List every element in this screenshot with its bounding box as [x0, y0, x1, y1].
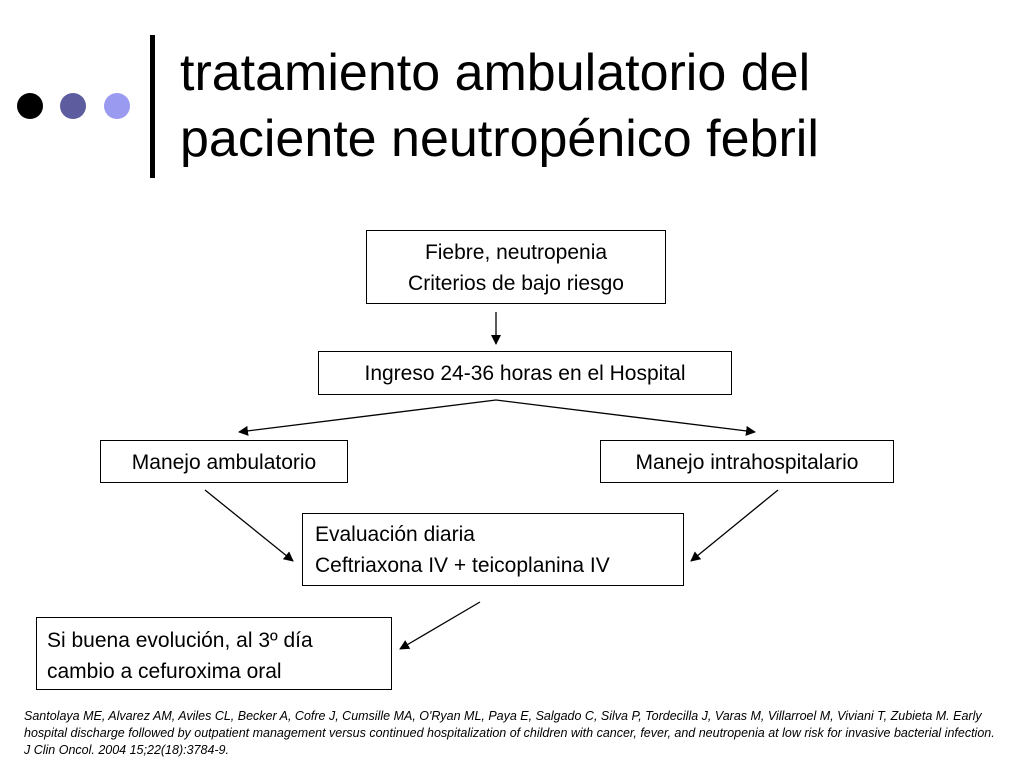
slide-title-line-1: tratamiento ambulatorio del [180, 44, 811, 102]
flow-box-buena-line-1: Si buena evolución, al 3º día [47, 629, 313, 652]
flow-box-ingreso-label: Ingreso 24-36 horas en el Hospital [364, 362, 686, 385]
arrow-evaluacion-to-buena-evolucion [400, 602, 480, 649]
flow-box-ingreso-hospital [318, 351, 732, 395]
arrow-intrahospitalario-to-evaluacion [691, 490, 778, 561]
flow-box-evaluacion-diaria [302, 513, 684, 586]
flow-box-buena-line-2: cambio a cefuroxima oral [47, 660, 282, 683]
flow-box-intrahospitalario-label: Manejo intrahospitalario [635, 451, 859, 474]
arrow-ingreso-to-intrahospitalario [496, 400, 755, 432]
flow-box-buena-evolucion [36, 617, 392, 690]
flow-box-fiebre-line-2: Criterios de bajo riesgo [408, 272, 624, 295]
arrow-ambulatorio-to-evaluacion [205, 490, 293, 561]
reference-citation: Santolaya ME, Alvarez AM, Aviles CL, Becker A, Cofre J, Cumsille MA, O'Ryan ML, Paya E, Salgado C, Silva P, Tordecilla J, Varas M, Villarroel M, Viviani T, Zubieta M. Early hospital discharge followed by outpatient management versus continued hospitalization of children with cancer, fever, and neutropenia at low risk for invasive bacterial infection. J Clin Oncol. 2004 15;22(18):3784-9. [24, 709, 995, 757]
flow-box-ambulatorio-label: Manejo ambulatorio [131, 451, 317, 474]
flow-box-fiebre-neutropenia [366, 230, 666, 304]
flow-box-evaluacion-line-1: Evaluación diaria [315, 523, 475, 546]
flow-box-manejo-ambulatorio [100, 440, 348, 483]
flow-box-fiebre-line-1: Fiebre, neutropenia [424, 241, 608, 264]
arrow-ingreso-to-ambulatorio [239, 400, 496, 432]
flow-box-manejo-intrahospitalario [600, 440, 894, 483]
flow-box-evaluacion-line-2: Ceftriaxona IV + teicoplanina IV [315, 554, 610, 577]
slide-title-line-2: paciente neutropénico febril [180, 110, 819, 168]
